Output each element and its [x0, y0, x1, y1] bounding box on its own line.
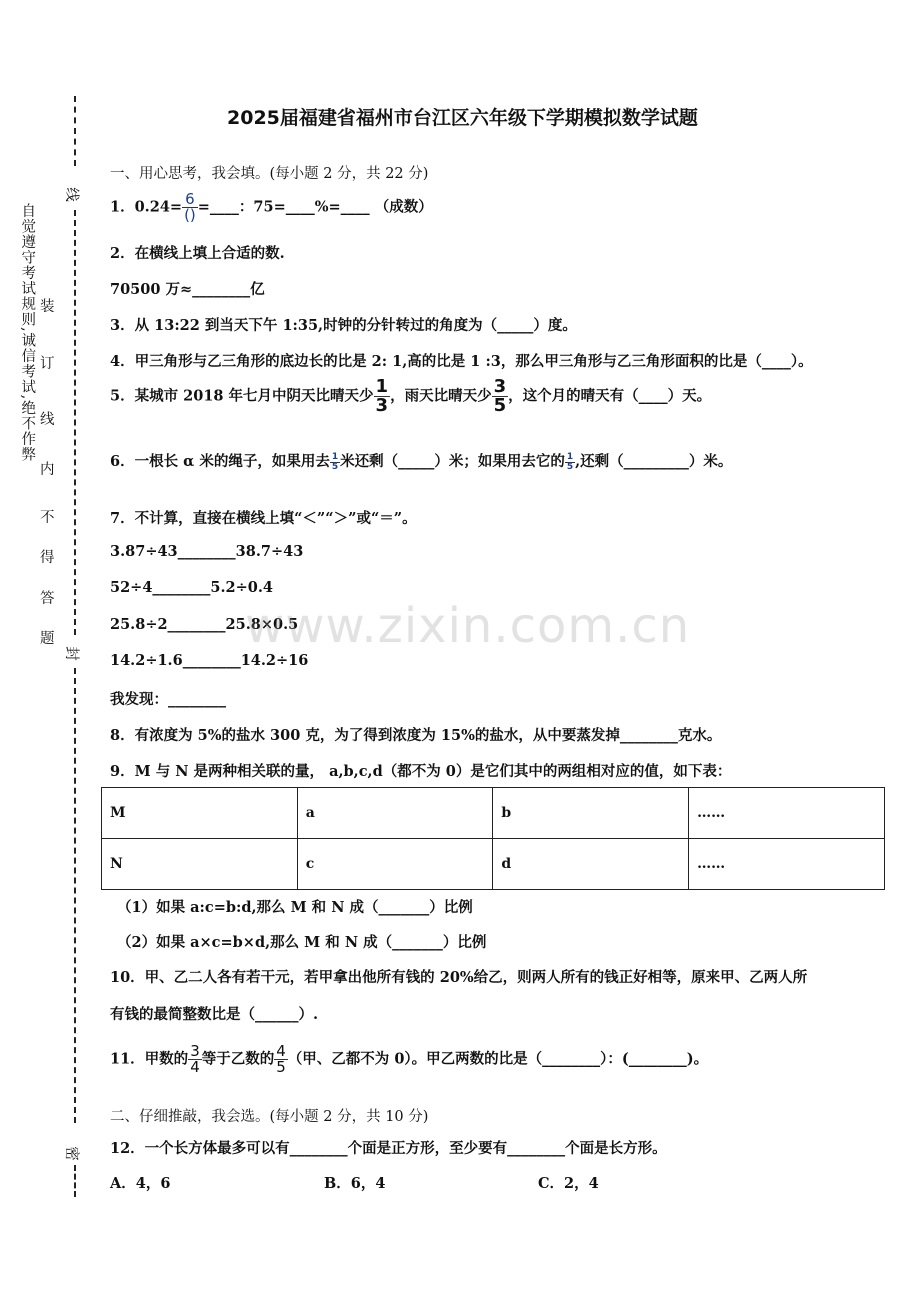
fraction-numerator: 3 — [493, 376, 507, 397]
binding-dashed-line-top — [74, 96, 76, 166]
question-7-line: 25.8÷2________25.8×0.5 — [110, 616, 299, 633]
margin-word: 线 — [40, 412, 55, 428]
question-10-line2: 有钱的最简整数比是（______）. — [110, 1006, 319, 1023]
fraction-denominator: 5 — [276, 1058, 286, 1076]
question-7-line: 14.2÷1.6________14.2÷16 — [110, 652, 309, 669]
fraction — [492, 378, 509, 415]
question-text: 等于乙数的 — [201, 1050, 275, 1068]
fraction-denominator: () — [184, 206, 196, 224]
margin-word: 装 — [40, 299, 55, 315]
margin-word: 线 — [62, 187, 79, 202]
page-title: 2025届福建省福州市台江区六年级下学期模拟数学试题 — [227, 107, 698, 129]
question-7: 7．不计算，直接在横线上填“＜”“＞”或“＝”。 — [110, 510, 417, 527]
fraction — [330, 453, 340, 472]
question-text: 1．0.24= — [110, 198, 183, 216]
question-text: ，雨天比晴天少 — [390, 387, 492, 405]
table-cell: M — [102, 788, 298, 839]
question-7-line: 3.87÷43________38.7÷43 — [110, 543, 304, 560]
fraction — [374, 378, 391, 415]
question-10-line1: 10．甲、乙二人各有若干元，若甲拿出他所有钱的 20%给乙，则两人所有的钱正好相等，原来甲、乙两人所 — [110, 969, 808, 986]
fraction — [188, 1044, 202, 1075]
fraction-numerator: 3 — [190, 1042, 200, 1060]
fraction-numerator: 1 — [375, 376, 389, 397]
fraction — [565, 453, 575, 472]
question-12: 12．一个长方体最多可以有________个面是正方形，至少要有________个面是长方形。 — [110, 1140, 667, 1157]
fraction-numerator: 6 — [182, 192, 198, 208]
fraction-denominator: 3 — [375, 395, 389, 416]
option-b: B．6，4 — [324, 1175, 386, 1192]
table-cell: c — [297, 839, 493, 890]
option-a: A．4，6 — [110, 1175, 171, 1192]
binding-dashed-line-end — [74, 1165, 76, 1197]
table-cell: b — [493, 788, 689, 839]
question-9: 9．M 与 N 是两种相关联的量， a,b,c,d（都不为 0）是它们其中的两组相对应的值，如下表： — [110, 763, 732, 780]
question-text: 11．甲数的 — [110, 1050, 189, 1068]
question-5 — [110, 378, 711, 415]
mn-table — [101, 787, 885, 890]
question-text: ，这个月的晴天有（____）天。 — [508, 387, 712, 405]
margin-word: 封 — [62, 646, 79, 661]
table-cell: a — [297, 788, 493, 839]
table-cell: d — [493, 839, 689, 890]
table-cell: …… — [689, 788, 885, 839]
fraction-denominator: 5 — [566, 461, 574, 472]
question-text: ,还剩（_________）米。 — [575, 453, 733, 470]
question-11 — [110, 1044, 708, 1075]
fraction-numerator: 4 — [276, 1042, 286, 1060]
question-8: 8．有浓度为 5%的盐水 300 克，为了得到浓度为 15%的盐水，从中要蒸发掉________克水。 — [110, 727, 722, 744]
margin-word: 密 — [62, 1146, 79, 1161]
question-9-sub1: （1）如果 a:c=b:d,那么 M 和 N 成（_______）比例 — [117, 899, 473, 916]
question-text: =____：75=____%=____ （成数） — [197, 198, 433, 216]
question-7-find: 我发现：________ — [110, 691, 226, 708]
question-6 — [110, 450, 732, 472]
table-row — [102, 788, 885, 839]
question-text: 6．一根长 α 米的绳子，如果用去 — [110, 453, 330, 470]
question-2: 2．在横线上填上合适的数. — [110, 245, 285, 262]
fraction-denominator: 5 — [493, 395, 507, 416]
table-cell: N — [102, 839, 298, 890]
question-4: 4．甲三角形与乙三角形的底边长的比是 2: 1,高的比是 1 :3，那么甲三角形与乙三角形面积的比是（____）。 — [110, 353, 813, 370]
question-text: （甲、乙都不为 0）。甲乙两数的比是（________）：(________)。 — [287, 1050, 709, 1068]
table-row — [102, 839, 885, 890]
binding-dashed-line-mid — [74, 210, 76, 635]
watermark: www.zixin.com.cn — [245, 598, 691, 654]
margin-word: 得 — [40, 550, 55, 566]
margin-word: 订 — [40, 356, 55, 372]
margin-word: 内 — [40, 462, 55, 478]
question-text: 米还剩（_____）米；如果用去它的 — [340, 453, 565, 470]
question-text: 5．某城市 2018 年七月中阴天比晴天少 — [110, 387, 374, 405]
section-heading: 二、仔细推敲，我会选。(每小题 2 分，共 10 分) — [110, 1109, 429, 1125]
fraction-numerator: 1 — [331, 451, 339, 462]
question-7-line: 52÷4________5.2÷0.4 — [110, 579, 274, 596]
section-heading: 一、用心思考，我会填。(每小题 2 分，共 22 分) — [110, 166, 429, 182]
margin-word: 不 — [40, 510, 55, 526]
margin-word: 答 — [40, 591, 55, 607]
question-1 — [110, 192, 433, 223]
option-c: C．2，4 — [538, 1175, 599, 1192]
table-cell: …… — [689, 839, 885, 890]
margin-exam-notice: 自觉遵守考试规则,诚信考试,绝不作弊 — [19, 203, 36, 463]
fraction — [182, 192, 198, 223]
fraction-denominator: 5 — [331, 461, 339, 472]
margin-word: 题 — [40, 631, 55, 647]
question-3: 3．从 13:22 到当天下午 1:35,时钟的分针转过的角度为（_____）度。 — [110, 317, 577, 334]
fraction — [274, 1044, 288, 1075]
fraction-denominator: 4 — [190, 1058, 200, 1076]
question-2-line: 70500 万≈________亿 — [110, 281, 265, 298]
question-9-sub2: （2）如果 a×c=b×d,那么 M 和 N 成（_______）比例 — [117, 934, 487, 951]
fraction-numerator: 1 — [566, 451, 574, 462]
binding-dashed-line-bottom — [74, 668, 76, 1123]
